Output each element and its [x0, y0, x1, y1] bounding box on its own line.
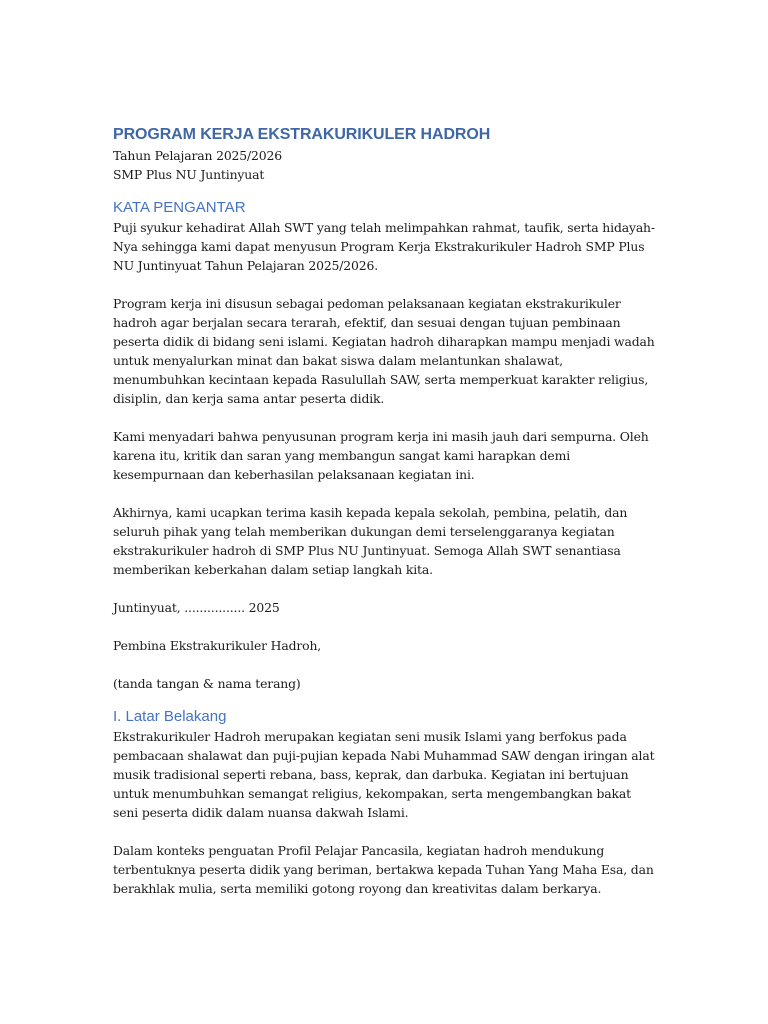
document-content	[113, 124, 658, 898]
background-paragraph: Ekstrakurikuler Hadroh merupakan kegiatan seni musik Islami yang berfokus pada pembacaan shalawat dan puji-pujian kepada Nabi Muhammad SAW dengan iringan alat musik tradisional seperti rebana, bass, keprak, dan darbuka. Kegiatan ini bertujuan untuk menumbuhkan semangat religius, kekompakan, serta mengembangkan bakat seni peserta didik dalam nuansa dakwah Islami.	[113, 729, 655, 820]
signature-placeholder: (tanda tangan & nama terang)	[113, 676, 301, 691]
background-paragraph: Dalam konteks penguatan Profil Pelajar Pancasila, kegiatan hadroh mendukung terbentuknya peserta didik yang beriman, bertakwa kepada Tuhan Yang Maha Esa, dan berakhlak mulia, serta memiliki gotong royong dan kreativitas dalam berkarya.	[113, 843, 654, 896]
foreword-paragraph: Akhirnya, kami ucapkan terima kasih kepada kepala sekolah, pembina, pelatih, dan seluruh pihak yang telah memberikan dukungan demi terselenggaranya kegiatan ekstrakurikuler hadroh di SMP Plus NU Juntinyuat. Semoga Allah SWT senantiasa memberikan keberkahan dalam setiap langkah kita.	[113, 505, 628, 577]
signature-role: Pembina Ekstrakurikuler Hadroh,	[113, 638, 322, 653]
document-title: PROGRAM KERJA EKSTRAKURIKULER HADROH	[113, 126, 491, 143]
background-heading: I. Latar Belakang	[113, 708, 227, 725]
foreword-paragraph: Kami menyadari bahwa penyusunan program kerja ini masih jauh dari sempurna. Oleh karena itu, kritik dan saran yang membangun sangat kami harapkan demi kesempurnaan dan keberhasilan pelaksanaan kegiatan ini.	[113, 429, 649, 482]
foreword-paragraph: Program kerja ini disusun sebagai pedoman pelaksanaan kegiatan ekstrakurikuler hadroh agar berjalan secara terarah, efektif, dan sesuai dengan tujuan pembinaan peserta didik di bidang seni islami. Kegiatan hadroh diharapkan mampu menjadi wadah untuk menyalurkan minat dan bakat siswa dalam melantunkan shalawat, menumbuhkan kecintaan kepada Rasulullah SAW, serta memperkuat karakter religius, disiplin, dan kerja sama antar peserta didik.	[113, 296, 655, 406]
signature-place-date: Juntinyuat, ................ 2025	[113, 600, 280, 615]
document-subtitle-year: Tahun Pelajaran 2025/2026	[113, 148, 282, 163]
foreword-heading: KATA PENGANTAR	[113, 199, 246, 216]
document-subtitle-school: SMP Plus NU Juntinyuat	[113, 167, 265, 182]
foreword-paragraph: Puji syukur kehadirat Allah SWT yang telah melimpahkan rahmat, taufik, serta hidayah-Nya sehingga kami dapat menyusun Program Kerja Ekstrakurikuler Hadroh SMP Plus NU Juntinyuat Tahun Pelajaran 2025/2026.	[113, 220, 655, 273]
